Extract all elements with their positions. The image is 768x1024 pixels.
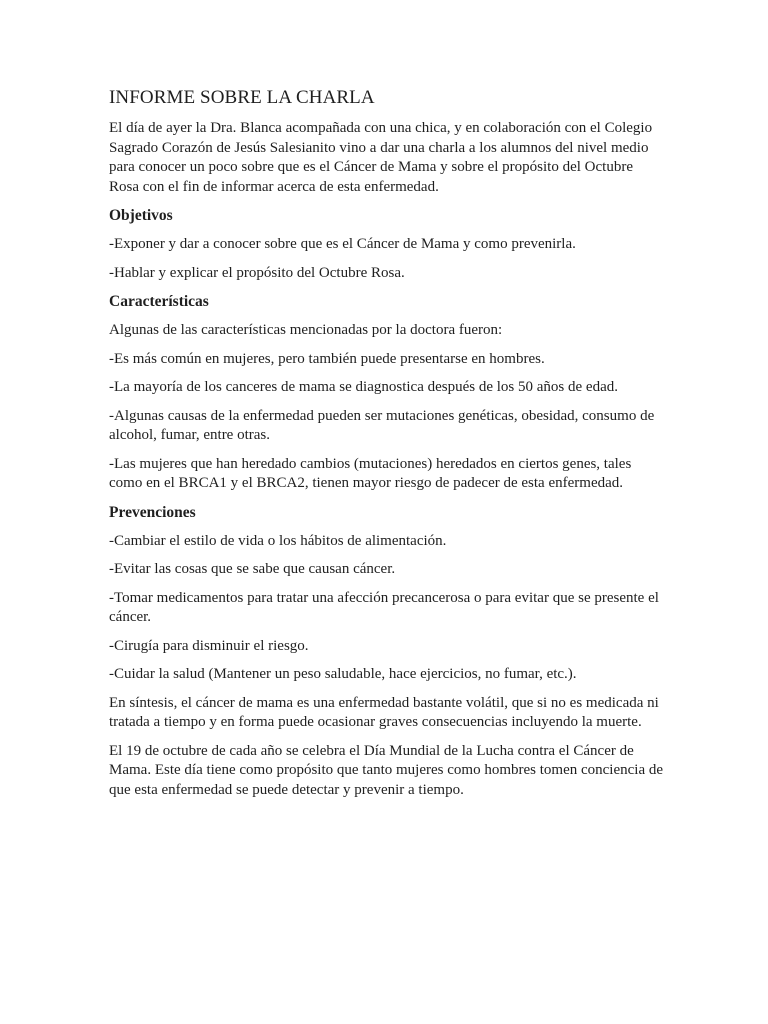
caracteristicas-lead: Algunas de las características mencionadas por la doctora fueron: (109, 322, 503, 338)
section-heading-prevenciones: Prevenciones (109, 503, 196, 521)
prevencion-item: -Cirugía para disminuir el riesgo. (109, 637, 309, 654)
prevencion-item: -Tomar medicamentos para tratar una afección precancerosa o para evitar que se presente el cáncer. (109, 589, 659, 625)
section-heading-objetivos: Objetivos (109, 207, 173, 224)
prevencion-item: -Cuidar la salud (Mantener un peso saludable, hace ejercicios, no fumar, etc.). (109, 666, 577, 682)
caracteristica-item: -La mayoría de los canceres de mama se diagnostica después de los 50 años de edad. (109, 379, 618, 395)
conclusion-paragraph: El 19 de octubre de cada año se celebra el Día Mundial de la Lucha contra el Cáncer de Mama. Este día tiene como propósito que tanto mujeres como hombres tomen conciencia de que esta enfermedad se puede detectar y prevenir a tiempo. (109, 742, 664, 798)
caracteristica-item: -Es más común en mujeres, pero también puede presentarse en hombres. (109, 350, 545, 367)
objetivo-item: -Exponer y dar a conocer sobre que es el Cáncer de Mama y como prevenirla. (109, 236, 576, 252)
prevencion-item: -Evitar las cosas que se sabe que causan cáncer. (109, 561, 396, 577)
caracteristica-item: -Las mujeres que han heredado cambios (mutaciones) heredados en ciertos genes, tales como en el BRCA1 y el BRCA2, tienen mayor riesgo de padecer de esta enfermedad. (109, 455, 632, 491)
document-title: INFORME SOBRE LA CHARLA (109, 87, 375, 108)
objetivo-item: -Hablar y explicar el propósito del Octubre Rosa. (109, 264, 405, 281)
caracteristica-item: -Algunas causas de la enfermedad pueden ser mutaciones genéticas, obesidad, consumo de alcohol, fumar, entre otras. (109, 407, 655, 443)
document-page (109, 86, 665, 809)
intro-paragraph: El día de ayer la Dra. Blanca acompañada con una chica, y en colaboración con el Colegio Sagrado Corazón de Jesús Salesianito vino a dar una charla a los alumnos del nivel medio para conocer un poco sobre que es el Cáncer de Mama y sobre el propósito del Octubre Rosa con el fin de informar acerca de esta enfermedad. (109, 120, 653, 195)
section-heading-caracteristicas: Características (109, 293, 209, 310)
conclusion-paragraph: En síntesis, el cáncer de mama es una enfermedad bastante volátil, que si no es medicada ni tratada a tiempo y en forma puede ocasionar graves consecuencias incluyendo la muerte. (109, 694, 659, 730)
prevencion-item: -Cambiar el estilo de vida o los hábitos de alimentación. (109, 532, 447, 549)
